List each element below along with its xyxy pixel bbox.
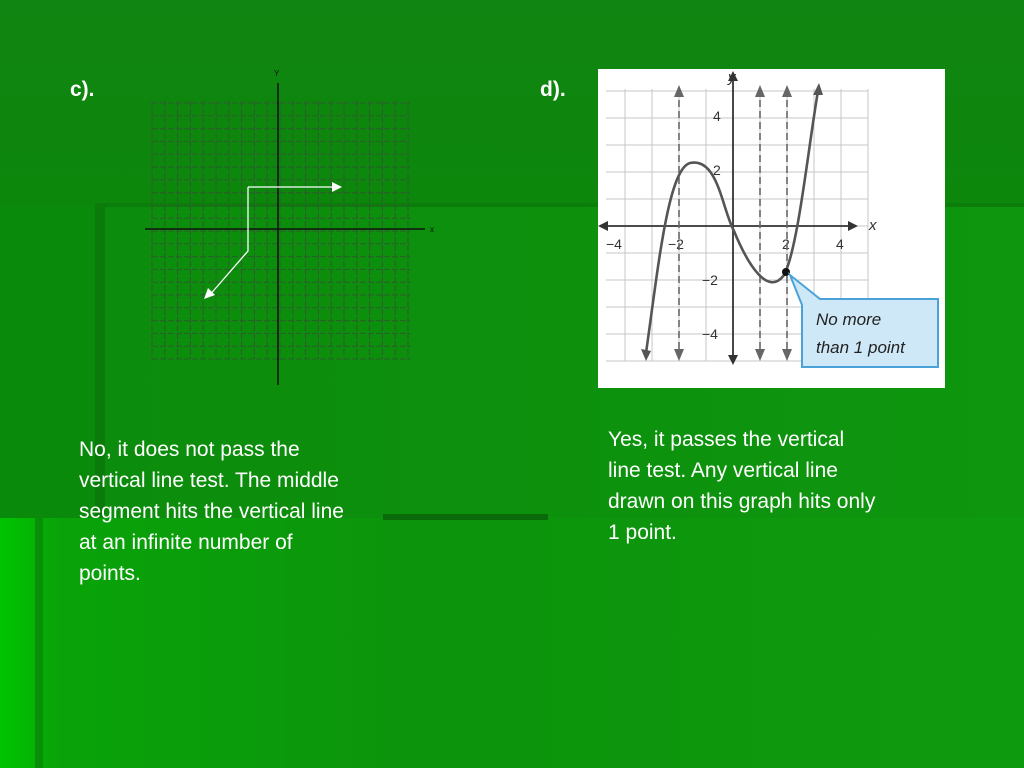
graph-c <box>140 65 440 390</box>
arrow-head <box>674 349 684 361</box>
graph-d-x-label: x <box>869 217 877 234</box>
graph-d-xtick: 2 <box>782 236 790 252</box>
graph-d-y-label: y <box>728 69 736 86</box>
arrow-head <box>755 349 765 361</box>
graph-d-curve <box>646 91 818 353</box>
graph-d-ytick: 4 <box>713 108 721 124</box>
graph-c-arrow-right <box>332 182 342 192</box>
graph-d-xtick: −4 <box>606 236 622 252</box>
graph-d-callout-line2: than 1 point <box>816 338 905 357</box>
graph-d-ytick: −2 <box>702 272 718 288</box>
label-c: c). <box>70 78 95 101</box>
graph-d-callout-line1: No more <box>816 310 882 329</box>
graph-d-svg <box>598 69 945 388</box>
graph-c-x-label: x <box>430 225 434 234</box>
graph-d-point <box>782 268 790 276</box>
graph-c-arrow-down-left <box>204 288 215 299</box>
answer-c-text: No, it does not pass the vertical line test. The middle segment hits the vertical line at an infinite number of points. <box>79 438 344 585</box>
graph-c-grid <box>152 101 410 359</box>
background-left-strip <box>0 518 35 768</box>
graph-d <box>598 69 945 388</box>
graph-c-y-label: Y <box>274 69 280 78</box>
answer-d-text: Yes, it passes the vertical line test. Any vertical line drawn on this graph hits only 1 point. <box>608 428 876 544</box>
graph-d-ytick: −4 <box>702 326 718 342</box>
graph-c-svg <box>140 65 440 390</box>
background-lower-edge <box>35 518 43 768</box>
label-d: d). <box>540 78 566 101</box>
arrow-head <box>782 349 792 361</box>
graph-d-ytick: 2 <box>713 162 721 178</box>
graph-d-xtick: −2 <box>668 236 684 252</box>
graph-d-xtick: 4 <box>836 236 844 252</box>
